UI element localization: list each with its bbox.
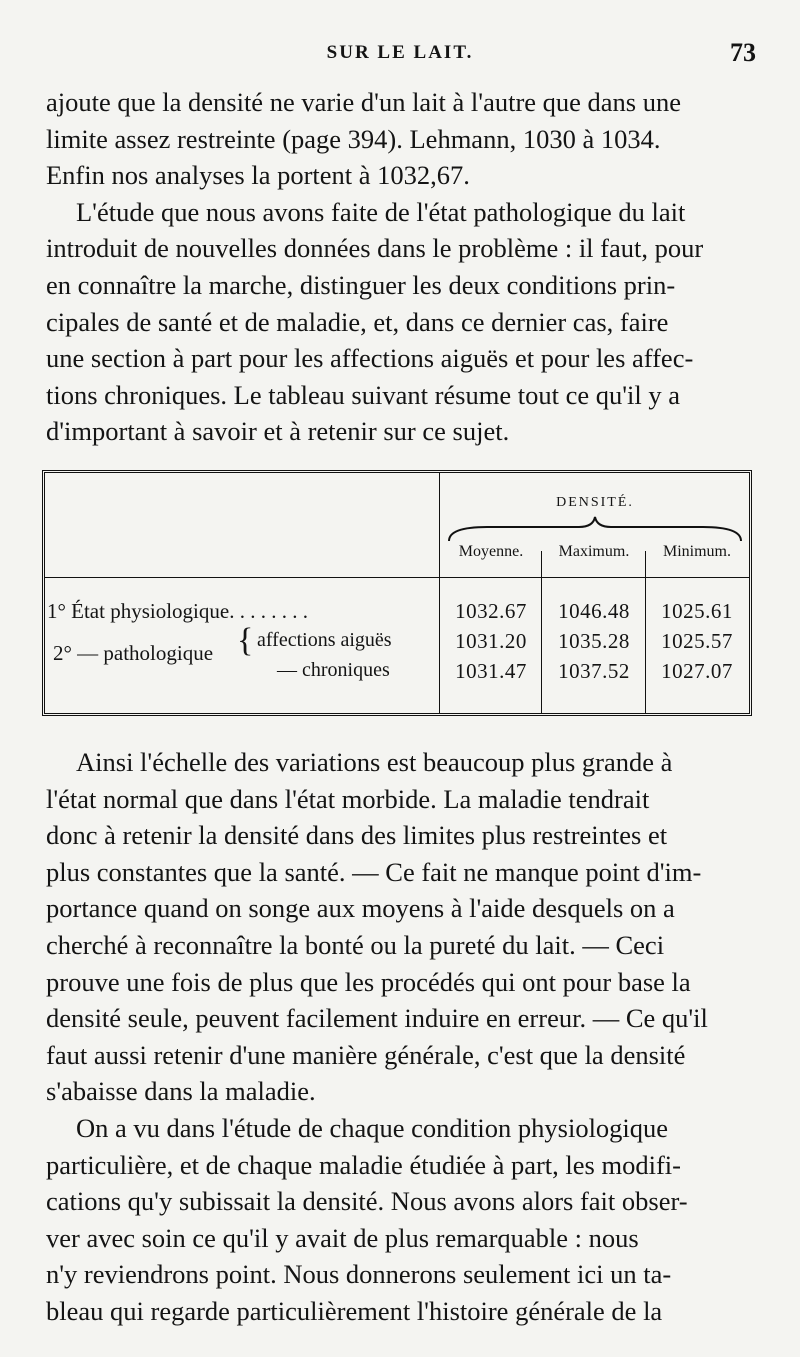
text-line: s'abaisse dans la maladie. [46,1076,316,1107]
page-number: 73 [730,38,756,67]
text-line: n'y reviendrons point. Nous donnerons seulement ici un ta- [46,1259,672,1290]
text-line: en connaître la marche, distinguer les deux conditions prin- [46,269,676,300]
row-label-pathologique: 2° — pathologique [53,641,214,665]
text-line: L'étude que nous avons faite de l'état pathologique du lait [76,196,686,227]
table-cell: 1046.48 [558,599,630,623]
text-line: donc à retenir la densité dans des limites plus restreintes et [46,820,668,851]
text-line: particulière, et de chaque maladie étudiée à part, les modifi- [46,1149,681,1180]
table-cell: 1025.57 [661,629,733,653]
text-line: l'état normal que dans l'état morbide. La maladie tendrait [46,783,650,814]
text-line: bleau qui regarde particulièrement l'histoire générale de la [46,1295,663,1326]
text-line: faut aussi retenir d'une manière générale, c'est que la densité [46,1039,686,1070]
running-head: SUR LE LAIT. [326,42,474,63]
table-cell: 1032.67 [455,599,527,623]
row-label-physiologique: 1° État physiologique. . . . . . . . [47,599,308,623]
paragraph-conclusion [46,744,754,1330]
text-line: ajoute que la densité ne varie d'un lait à l'autre que dans une [46,87,682,117]
text-line: introduit de nouvelles données dans le problème : il faut, pour [46,233,704,264]
text-line: densité seule, peuvent facilement induire en erreur. — Ce qu'il [46,1003,708,1034]
table-header-rule [45,577,749,578]
text-line: ver avec soin ce qu'il y avait de plus remarquable : nous [46,1222,639,1253]
text-line: Enfin nos analyses la portent à 1032,67. [46,160,470,191]
text-line: cations qu'y subissait la densité. Nous avons alors fait obser- [46,1186,688,1217]
text-line: cipales de santé et de maladie, et, dans ce dernier cas, faire [46,306,669,337]
table-divider [645,551,646,713]
text-line: portance quand on songe aux moyens à l'aide desquels on a [46,893,675,924]
table-cell: 1025.61 [661,599,733,623]
brace-icon [447,515,743,545]
text-line: Ainsi l'échelle des variations est beaucoup plus grande à [76,747,673,777]
column-header-moyenne: Moyenne. [458,543,524,560]
row-label-aigues: affections aiguës [257,629,392,651]
text-line: On a vu dans l'étude de chaque condition physiologique [76,1112,669,1143]
row-label-chroniques: — chroniques [277,659,390,681]
column-header-maximum: Maximum. [558,543,630,560]
density-table [42,470,752,716]
table-cell: 1031.47 [455,659,527,683]
text-line: tions chroniques. Le tableau suivant résume tout ce qu'il y a [46,379,680,410]
text-line: d'important à savoir et à retenir sur ce sujet. [46,416,510,447]
table-divider [541,551,542,713]
text-line: une section à part pour les affections aiguës et pour les affec- [46,343,694,374]
table-cell: 1027.07 [661,659,733,683]
page-header [44,38,756,72]
paragraph-intro [46,84,754,450]
text-line: cherché à reconnaître la bonté ou la pureté du lait. — Ceci [46,929,665,960]
brace-icon: { [237,622,254,659]
table-cell: 1037.52 [558,659,630,683]
table-cell: 1035.28 [558,629,630,653]
table-cell: 1031.20 [455,629,527,653]
text-line: plus constantes que la santé. — Ce fait ne manque point d'im- [46,856,702,887]
column-header-minimum: Minimum. [662,543,731,560]
text-line: limite assez restreinte (page 394). Lehmann, 1030 à 1034. [46,123,661,154]
table-divider [439,473,440,713]
text-line: prouve une fois de plus que les procédés qui ont pour base la [46,966,691,997]
group-header-densite: DENSITÉ. [556,495,634,510]
